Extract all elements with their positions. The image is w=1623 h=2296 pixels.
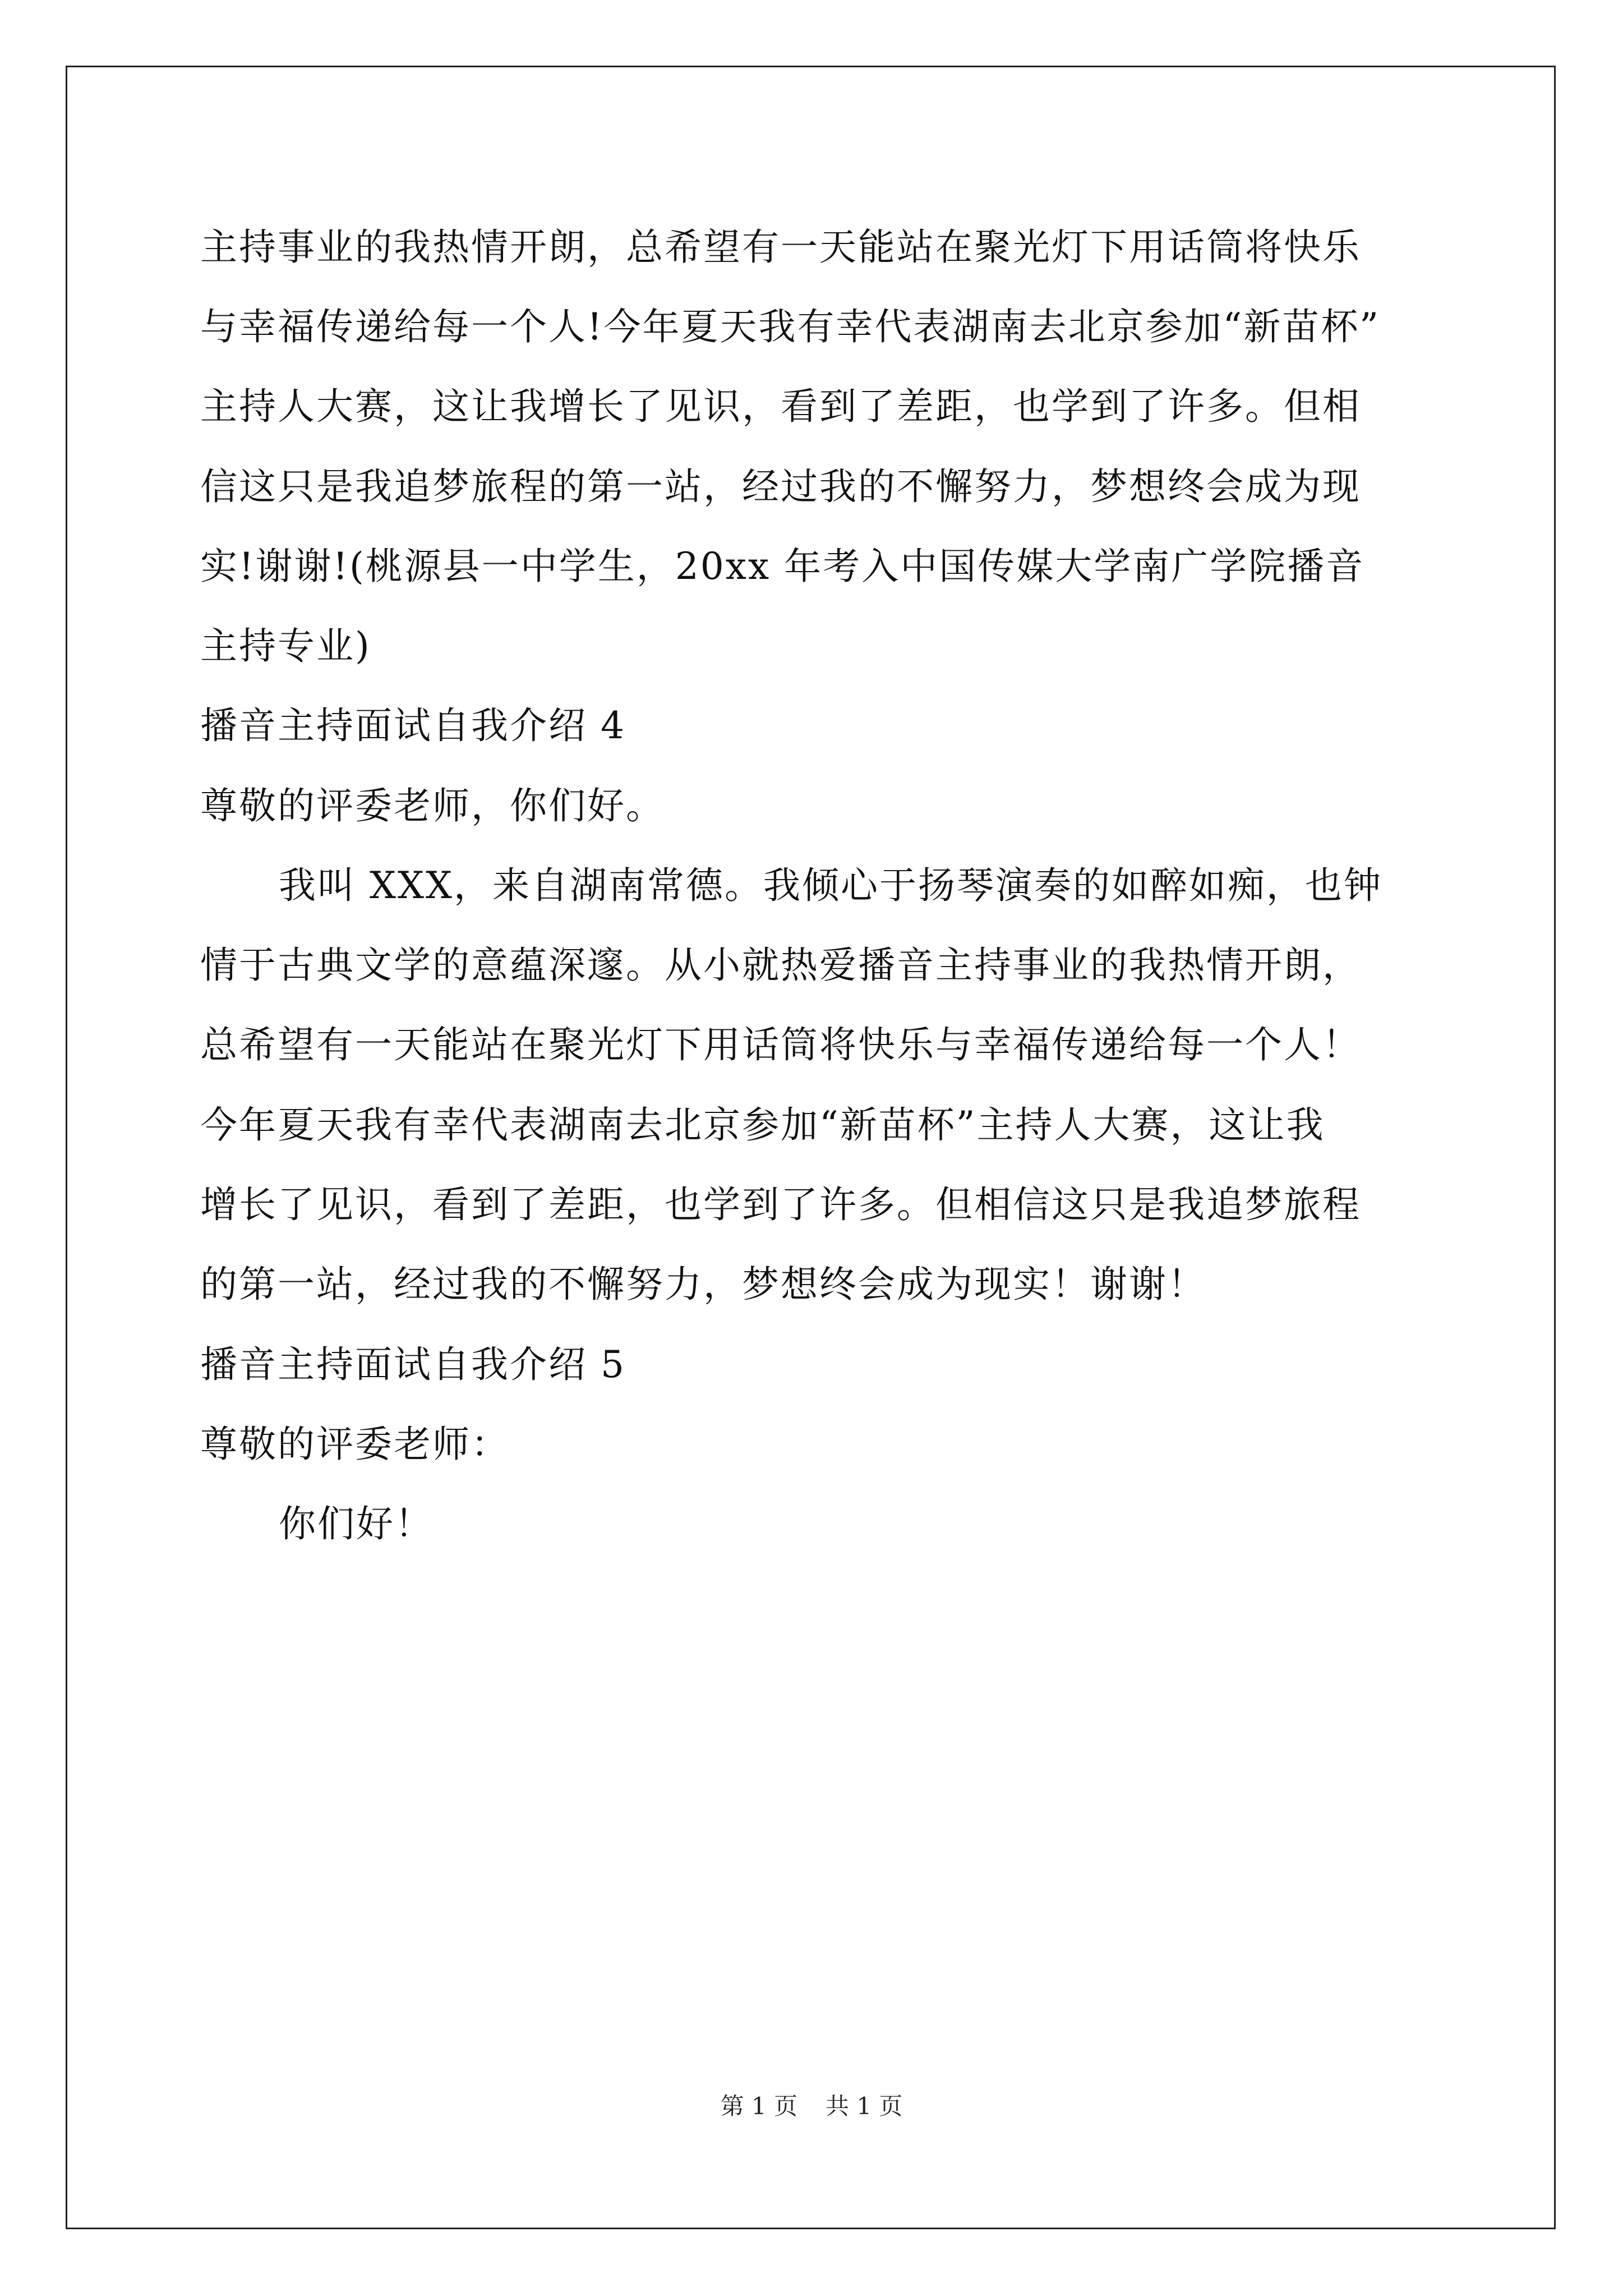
section-heading: 播音主持面试自我介绍 5	[200, 1343, 626, 1386]
page-footer	[0, 2092, 1623, 2120]
text-line: 主持人大赛，这让我增长了见识，看到了差距，也学到了许多。但相	[200, 385, 1361, 428]
text-line: 与幸福传递给每一个人!今年夏天我有幸代表湖南去北京参加“新苗杯”	[200, 305, 1381, 348]
salutation: 尊敬的评委老师，你们好。	[200, 784, 665, 827]
text-line: 总希望有一天能站在聚光灯下用话筒将快乐与幸福传递给每一个人！	[200, 1023, 1361, 1066]
page-number: 第 1 页	[720, 2092, 797, 2120]
text-line: 我叫 XXX，来自湖南常德。我倾心于扬琴演奏的如醉如痴，也钟	[279, 864, 1382, 907]
text-line: 今年夏天我有幸代表湖南去北京参加“新苗杯”主持人大赛，这让我	[200, 1103, 1325, 1147]
text-line: 增长了见识，看到了差距，也学到了许多。但相信这只是我追梦旅程	[200, 1183, 1361, 1226]
text-line: 主持事业的我热情开朗，总希望有一天能站在聚光灯下用话筒将快乐	[200, 226, 1361, 269]
text-line: 的第一站，经过我的不懈努力，梦想终会成为现实！谢谢！	[200, 1263, 1206, 1306]
greeting: 你们好！	[279, 1502, 434, 1545]
text-line: 主持专业)	[200, 624, 371, 668]
page-total: 共 1 页	[826, 2092, 903, 2120]
text-line: 实!谢谢!(桃源县一中学生，20xx 年考入中国传媒大学南广学院播音	[200, 545, 1365, 588]
text-line: 情于古典文学的意蕴深邃。从小就热爱播音主持事业的我热情开朗，	[200, 944, 1361, 987]
text-line: 信这只是我追梦旅程的第一站，经过我的不懈努力，梦想终会成为现	[200, 465, 1361, 508]
salutation: 尊敬的评委老师：	[200, 1423, 510, 1466]
section-heading: 播音主持面试自我介绍 4	[200, 704, 626, 747]
